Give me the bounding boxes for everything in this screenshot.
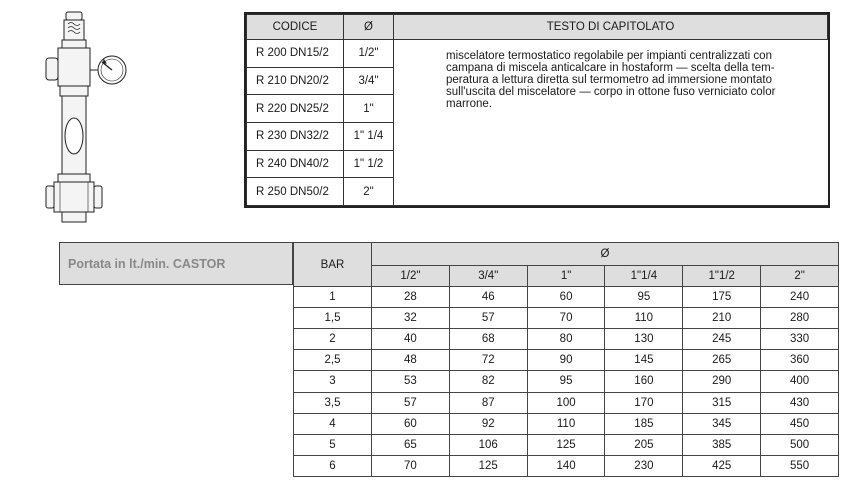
flow-table-title: Portata in lt./min. CASTOR xyxy=(59,242,293,285)
mixer-valve-drawing xyxy=(40,8,130,226)
flow-value-cell: 90 xyxy=(527,350,605,371)
flow-value-cell: 500 xyxy=(761,434,839,455)
bar-cell: 5 xyxy=(294,434,372,455)
column-header: 3/4" xyxy=(449,266,527,287)
flow-value-cell: 330 xyxy=(761,329,839,350)
table-row xyxy=(294,392,839,413)
flow-value-cell: 57 xyxy=(449,308,527,329)
spec-row xyxy=(247,40,828,68)
spec-code-cell: R 240 DN40/2 xyxy=(247,150,344,178)
flow-value-cell: 425 xyxy=(683,455,761,476)
flow-value-cell: 205 xyxy=(605,434,683,455)
column-header: 1"1/2 xyxy=(683,266,761,287)
flow-value-cell: 450 xyxy=(761,413,839,434)
flow-value-cell: 53 xyxy=(372,371,450,392)
flow-value-cell: 130 xyxy=(605,329,683,350)
flow-value-cell: 210 xyxy=(683,308,761,329)
header-diameter: Ø xyxy=(344,15,394,40)
flow-value-cell: 95 xyxy=(527,371,605,392)
flow-value-cell: 92 xyxy=(449,413,527,434)
bar-cell: 4 xyxy=(294,413,372,434)
flow-value-cell: 265 xyxy=(683,350,761,371)
flow-value-cell: 550 xyxy=(761,455,839,476)
column-header: 1" xyxy=(527,266,605,287)
flow-value-cell: 185 xyxy=(605,413,683,434)
spec-diameter-cell: 1/2" xyxy=(344,40,394,68)
flow-value-cell: 48 xyxy=(372,350,450,371)
spec-code-cell: R 210 DN20/2 xyxy=(247,67,344,95)
flow-value-cell: 70 xyxy=(527,308,605,329)
flow-value-cell: 360 xyxy=(761,350,839,371)
bar-cell: 2 xyxy=(294,329,372,350)
description-line: campana di miscela anticalcare in hostaform — scelta della tem- xyxy=(446,62,775,74)
flow-value-cell: 280 xyxy=(761,308,839,329)
flow-value-cell: 72 xyxy=(449,350,527,371)
spec-diameter-cell: 3/4" xyxy=(344,67,394,95)
flow-value-cell: 28 xyxy=(372,287,450,308)
flow-value-cell: 70 xyxy=(372,455,450,476)
flow-value-cell: 385 xyxy=(683,434,761,455)
flow-value-cell: 245 xyxy=(683,329,761,350)
flow-value-cell: 175 xyxy=(683,287,761,308)
table-row xyxy=(294,350,839,371)
column-header: 1/2" xyxy=(372,266,450,287)
spec-diameter-cell: 1" 1/4 xyxy=(344,122,394,150)
flow-value-cell: 290 xyxy=(683,371,761,392)
flow-value-cell: 125 xyxy=(527,434,605,455)
description-line: miscelatore termostatico regolabile per impianti centralizzati con xyxy=(446,50,772,62)
flow-table xyxy=(293,242,839,477)
flow-value-cell: 125 xyxy=(449,455,527,476)
bar-cell: 6 xyxy=(294,455,372,476)
table-row xyxy=(294,308,839,329)
flow-value-cell: 230 xyxy=(605,455,683,476)
spec-table xyxy=(244,12,830,208)
flow-value-cell: 430 xyxy=(761,392,839,413)
spec-code-cell: R 230 DN32/2 xyxy=(247,122,344,150)
flow-value-cell: 80 xyxy=(527,329,605,350)
flow-value-cell: 82 xyxy=(449,371,527,392)
flow-value-cell: 65 xyxy=(372,434,450,455)
column-header: 2" xyxy=(761,266,839,287)
header-bar: BAR xyxy=(294,243,372,287)
table-row xyxy=(294,455,839,476)
table-row xyxy=(294,371,839,392)
flow-value-cell: 40 xyxy=(372,329,450,350)
flow-value-cell: 145 xyxy=(605,350,683,371)
description-line: marrone. xyxy=(446,98,493,110)
bar-cell: 3 xyxy=(294,371,372,392)
table-row xyxy=(294,434,839,455)
flow-value-cell: 60 xyxy=(527,287,605,308)
header-text: TESTO DI CAPITOLATO xyxy=(394,15,828,40)
spec-diameter-cell: 1" 1/2 xyxy=(344,150,394,178)
flow-value-cell: 95 xyxy=(605,287,683,308)
flow-value-cell: 400 xyxy=(761,371,839,392)
flow-value-cell: 315 xyxy=(683,392,761,413)
table-row xyxy=(294,329,839,350)
table-row xyxy=(294,287,839,308)
bar-cell: 2,5 xyxy=(294,350,372,371)
description-line: sull'uscita del miscelatore — corpo in ottone fuso verniciato color xyxy=(446,86,776,98)
flow-value-cell: 170 xyxy=(605,392,683,413)
flow-value-cell: 57 xyxy=(372,392,450,413)
flow-value-cell: 68 xyxy=(449,329,527,350)
header-code: CODICE xyxy=(247,15,344,40)
spec-diameter-cell: 1" xyxy=(344,95,394,123)
bar-cell: 3,5 xyxy=(294,392,372,413)
flow-value-cell: 46 xyxy=(449,287,527,308)
flow-value-cell: 60 xyxy=(372,413,450,434)
flow-value-cell: 110 xyxy=(527,413,605,434)
spec-diameter-cell: 2" xyxy=(344,178,394,206)
flow-value-cell: 140 xyxy=(527,455,605,476)
spec-code-cell: R 220 DN25/2 xyxy=(247,95,344,123)
column-header: 1"1/4 xyxy=(605,266,683,287)
header-diameter-group: Ø xyxy=(372,243,839,266)
flow-value-cell: 345 xyxy=(683,413,761,434)
table-row xyxy=(294,413,839,434)
spec-code-cell: R 200 DN15/2 xyxy=(247,40,344,68)
flow-value-cell: 100 xyxy=(527,392,605,413)
flow-value-cell: 110 xyxy=(605,308,683,329)
flow-value-cell: 32 xyxy=(372,308,450,329)
spec-code-cell: R 250 DN50/2 xyxy=(247,178,344,206)
bar-cell: 1 xyxy=(294,287,372,308)
flow-value-cell: 106 xyxy=(449,434,527,455)
description-line: peratura a lettura diretta sul termometro ad immersione montato xyxy=(446,74,772,86)
spec-description xyxy=(394,40,828,206)
flow-value-cell: 240 xyxy=(761,287,839,308)
flow-value-cell: 87 xyxy=(449,392,527,413)
flow-value-cell: 160 xyxy=(605,371,683,392)
bar-cell: 1,5 xyxy=(294,308,372,329)
